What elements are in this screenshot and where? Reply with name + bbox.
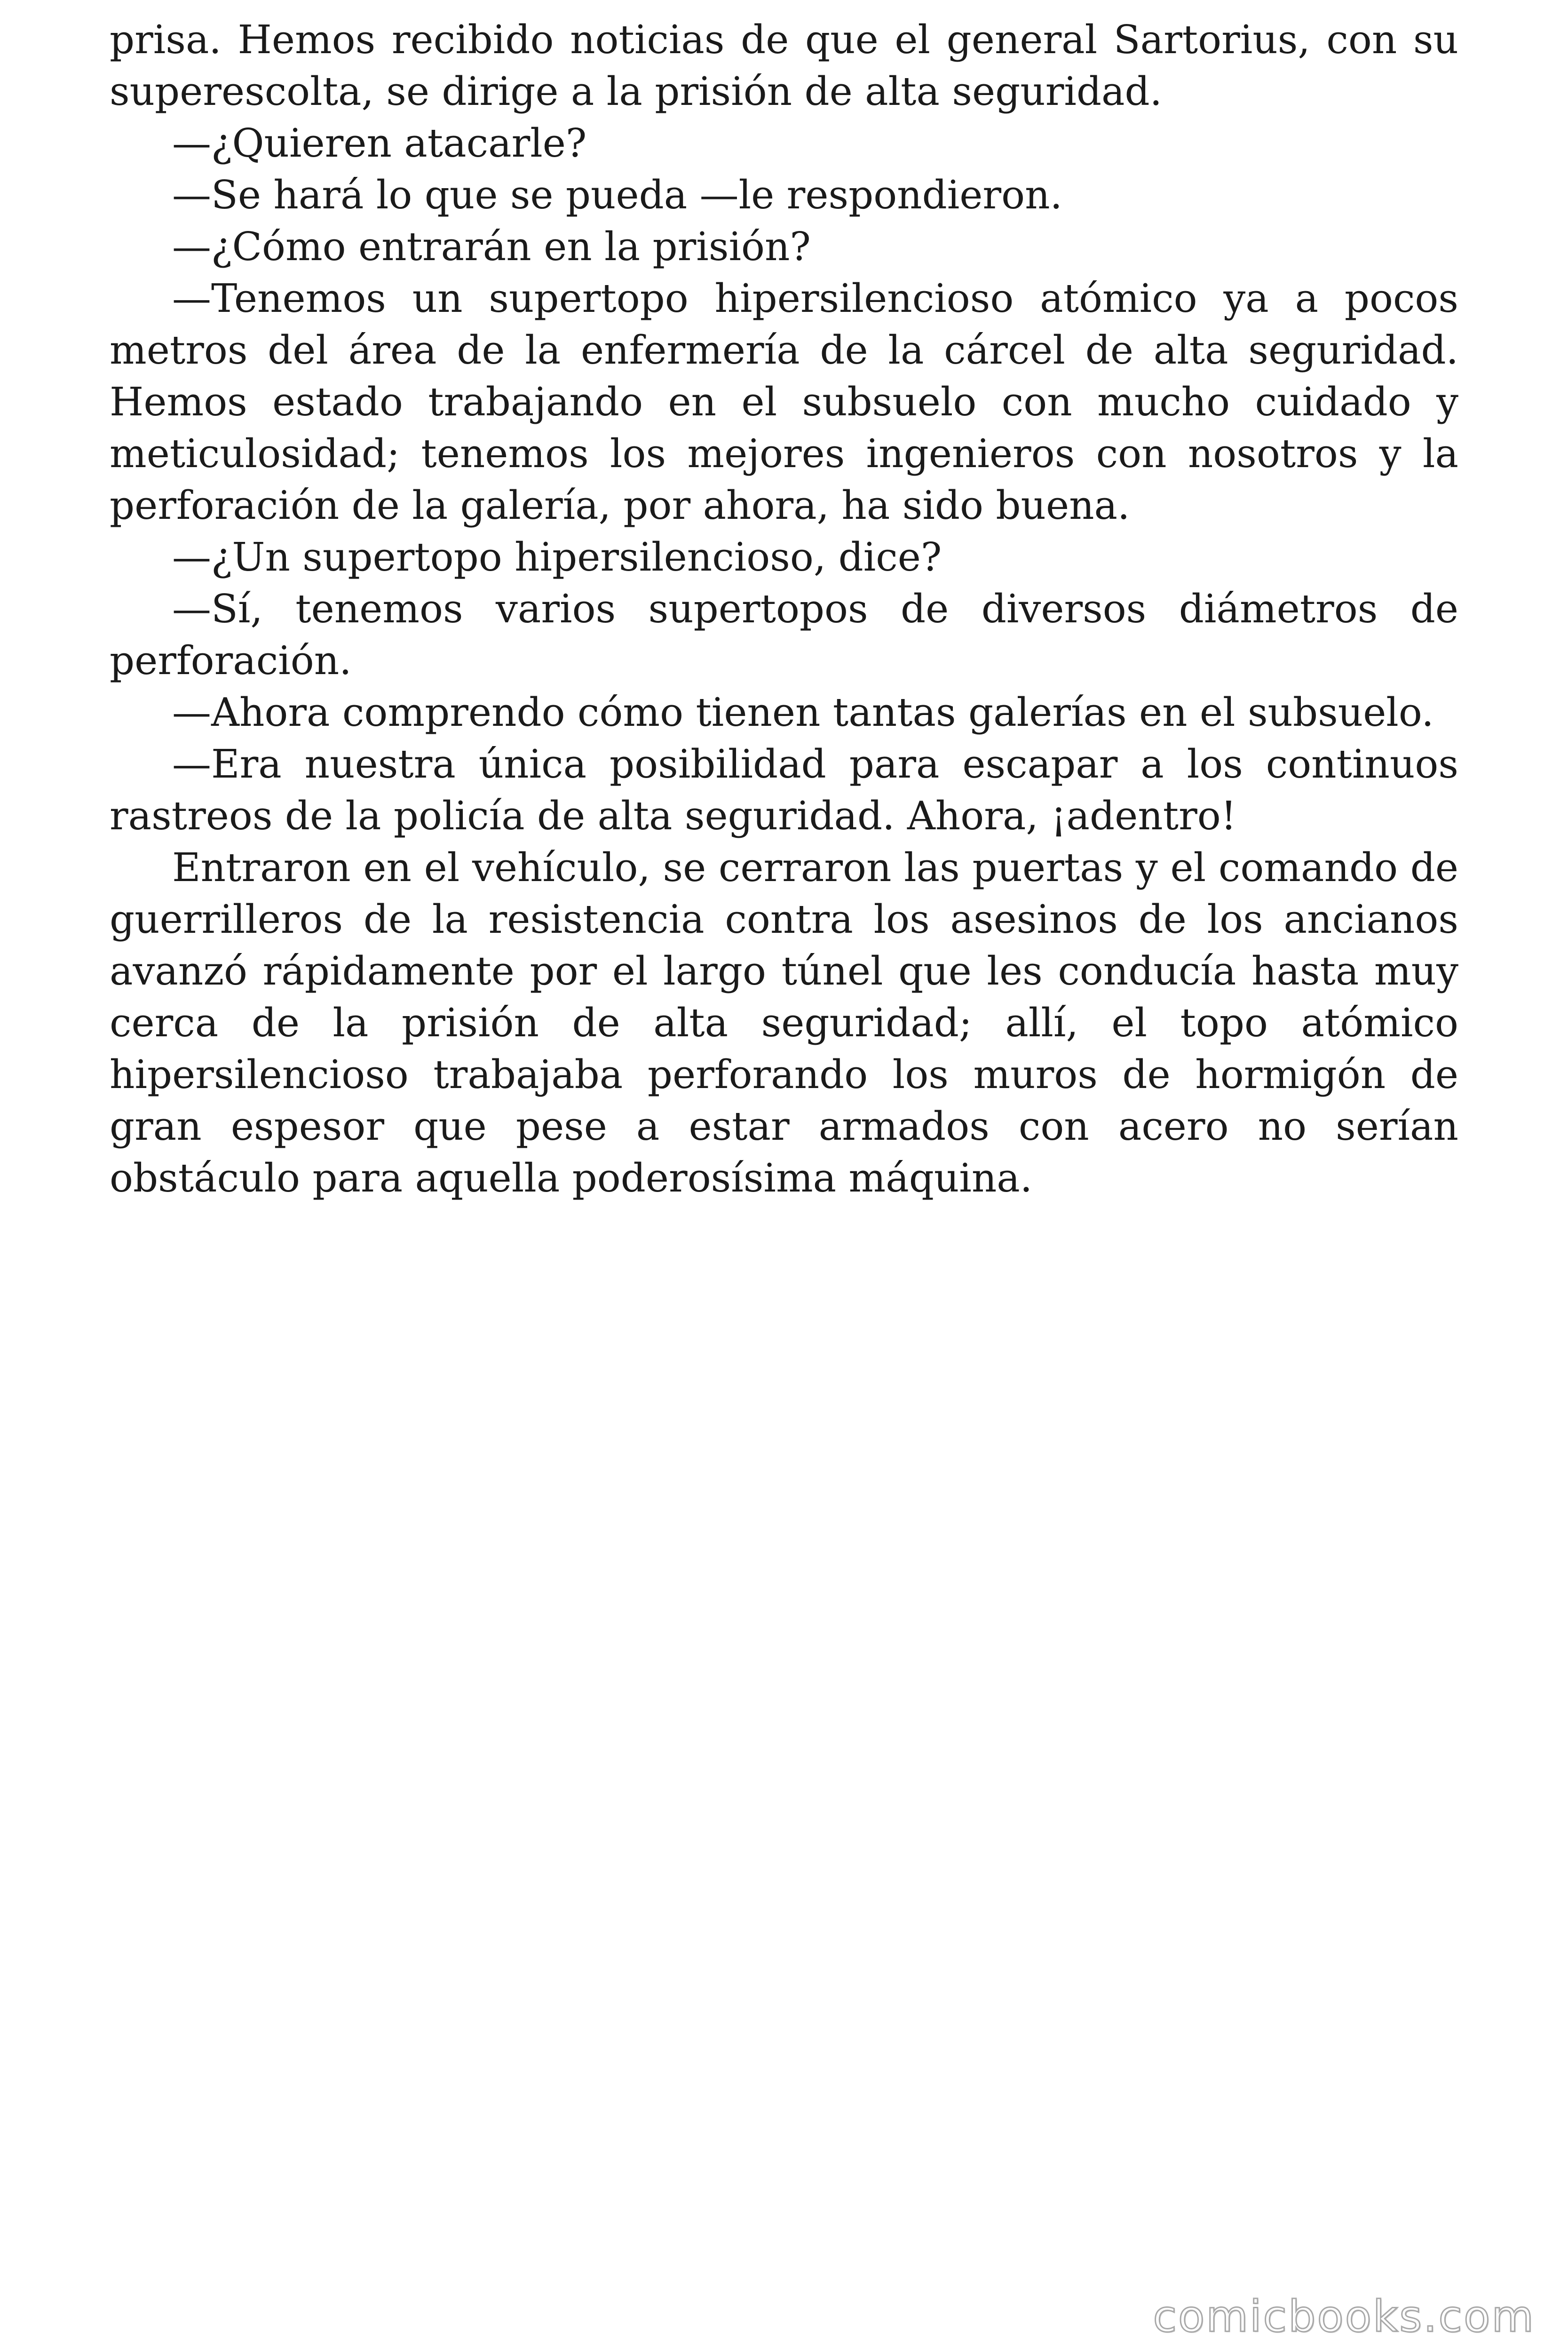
paragraph-9: —Era nuestra única posibilidad para escapar a los continuos rastreos de la policía de alta seguridad. Ahora, ¡adentro!	[110, 741, 1458, 839]
paragraph-6: —¿Un supertopo hipersilencioso, dice?	[172, 534, 942, 580]
paragraph-2: —¿Quieren atacarle?	[172, 120, 587, 166]
watermark-logo: comicbooks.com	[1153, 2291, 1535, 2342]
paragraph-1: prisa. Hemos recibido noticias de que el general Sartorius, con su superescolta, se dirige a la prisión de alta seguridad.	[110, 17, 1458, 114]
paragraph-7: —Sí, tenemos varios supertopos de diversos diámetros de perforación.	[110, 586, 1458, 683]
page-body	[110, 14, 1458, 1204]
paragraph-10: Entraron en el vehículo, se cerraron las puertas y el comando de guerrilleros de la resistencia contra los asesinos de los ancianos avanzó rápidamente por el largo túnel que les conducía hasta muy cerca de la prisión de alta seguridad; allí, el topo atómico hipersilencioso trabajaba perforando los muros de hormigón de gran espesor que pese a estar armados con acero no serían obstáculo para aquella poderosísima máquina.	[110, 845, 1458, 1201]
paragraph-3: —Se hará lo que se pueda —le respondieron.	[172, 172, 1062, 218]
paragraph-4: —¿Cómo entrarán en la prisión?	[172, 224, 811, 270]
paragraph-5: —Tenemos un supertopo hipersilencioso atómico ya a pocos metros del área de la enfermería de la cárcel de alta seguridad. Hemos estado trabajando en el subsuelo con mucho cuidado y meticulosidad; tenemos los mejores ingenieros con nosotros y la perforación de la galería, por ahora, ha sido buena.	[110, 276, 1458, 528]
paragraph-8: —Ahora comprendo cómo tienen tantas galerías en el subsuelo.	[172, 690, 1434, 735]
